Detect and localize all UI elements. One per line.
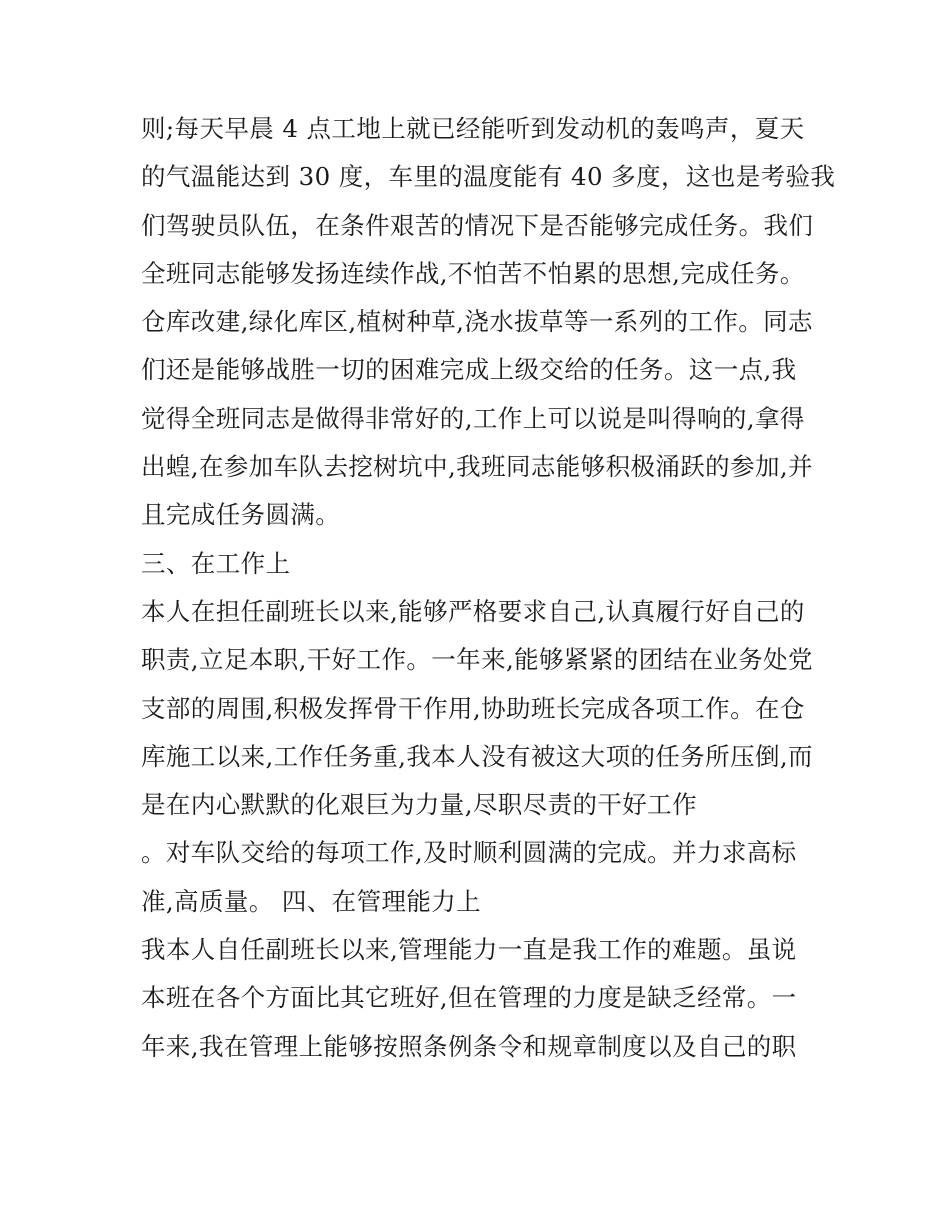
document-body [141, 105, 841, 1071]
text-line: 支部的周围,积极发挥骨干作用,协助班长完成各项工作。在仓 [141, 693, 805, 723]
text-line: 的气温能达到 30 度，车里的温度能有 40 多度，这也是考验我 [141, 162, 836, 192]
text-line: 觉得全班同志是做得非常好的,工作上可以说是叫得响的,拿得 [141, 403, 805, 433]
text-line: 准,高质量。 四、在管理能力上 [141, 886, 482, 916]
text-line: 则;每天早晨 4 点工地上就已经能听到发动机的轰鸣声，夏天 [141, 114, 805, 143]
text-line: 全班同志能够发扬连续作战,不怕苦不怕累的思想,完成任务。 [141, 258, 805, 288]
text-line: 出蝗,在参加车队去挖树坑中,我班同志能够积极涌跃的参加,并 [141, 452, 813, 482]
text-line: 是在内心默默的化艰巨为力量,尽职尽责的干好工作 [141, 790, 697, 820]
text-line: 且完成任务圆满。 [141, 500, 341, 530]
text-line: 。对车队交给的每项工作,及时顺利圆满的完成。并力求高标 [141, 838, 797, 868]
text-line: 库施工以来,工作任务重,我本人没有被这大项的任务所压倒,而 [141, 741, 813, 771]
text-line: 职责,立足本职,干好工作。一年来,能够紧紧的团结在业务处党 [141, 645, 813, 675]
text-line: 们还是能够战胜一切的困难完成上级交给的任务。这一点,我 [141, 355, 797, 385]
text-line: 仓库改建,绿化库区,植树种草,浇水拔草等一系列的工作。同志 [141, 307, 813, 337]
section-heading: 三、在工作上 [141, 548, 291, 578]
text-line: 年来,我在管理上能够按照条例条令和规章制度以及自己的职 [141, 1031, 797, 1061]
text-line: 本班在各个方面比其它班好,但在管理的力度是缺乏经常。一 [141, 983, 797, 1013]
text-line: 我本人自任副班长以来,管理能力一直是我工作的难题。虽说 [141, 935, 797, 965]
text-line: 本人在担任副班长以来,能够严格要求自己,认真履行好自己的 [141, 596, 805, 626]
text-line: 们驾驶员队伍，在条件艰苦的情况下是否能够完成任务。我们 [141, 210, 814, 240]
